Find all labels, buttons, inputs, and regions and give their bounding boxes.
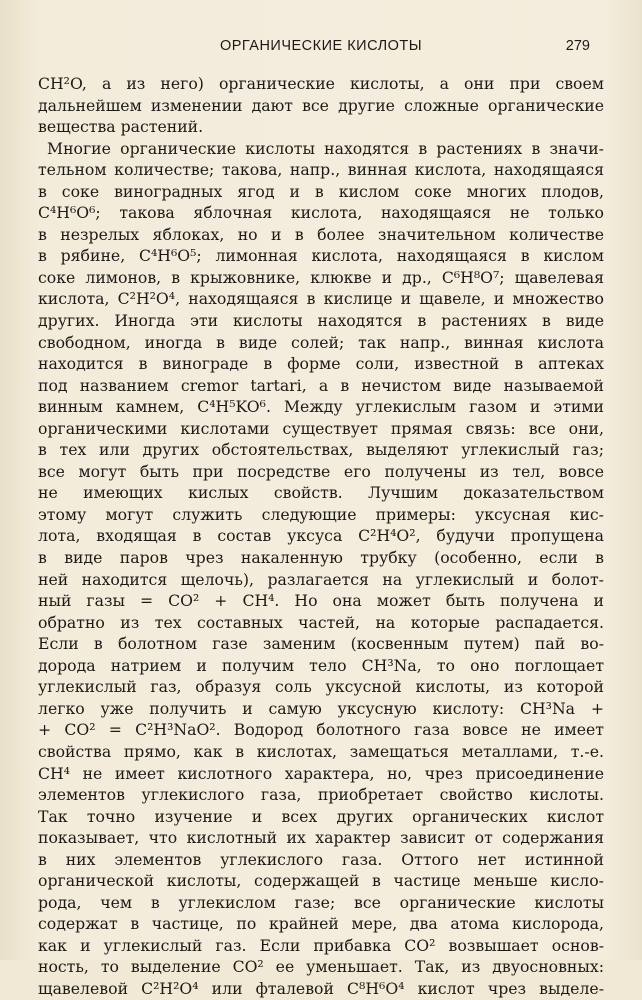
text-line: обратно из тех составных частей, на которые распадается. [38, 612, 604, 632]
text-line: ней находится щелочь), разлагается на углекислый и болот- [38, 569, 604, 589]
text-line: лота, входящая в состав уксуса C²H⁴O², будучи пропущена [38, 526, 604, 546]
text-line: + CO² = C²H³NaO². Водород болотного газа вовсе не имеет [38, 720, 604, 740]
text-line: органической кислоты, содержащей в частице меньше кисло- [38, 871, 604, 891]
text-line: свободном, иногда в виде солей; так напр., винная кислота [38, 332, 604, 352]
text-line: в них элементов углекислого газа. Оттого нет истинной [38, 849, 604, 869]
text-line: углекислый газ, образуя соль уксусной кислоты, из которой [38, 677, 604, 697]
text-line: Многие органические кислоты находятся в растениях в значи- [47, 138, 604, 158]
text-line: не имеющих кислых свойств. Лучшим доказательством [38, 483, 604, 503]
text-line: в соке виноградных ягод и в кислом соке многих плодов, [38, 181, 604, 201]
text-line: показывает, что кислотный их характер зависит от содержания [38, 828, 604, 848]
text-line: в рябине, C⁴H⁶O⁵; лимонная кислота, находящаяся в кислом [38, 246, 604, 266]
text-line: соке лимонов, в крыжовнике, клюкве и др., C⁶H⁸O⁷; щавелевая [38, 267, 604, 287]
text-line: в виде паров чрез накаленную трубку (особенно, если в [38, 548, 604, 568]
text-line: находится в винограде в форме соли, известной в аптеках [38, 354, 604, 374]
text-line: щавелевой C²H²O⁴ или фталевой C⁸H⁶O⁴ кислот чрез выделе- [38, 978, 604, 998]
text-line: в тех или других обстоятельствах, выделяют углекислый газ; [38, 440, 604, 460]
text-line: ность, то выделение CO² ее уменьшает. Так, из двуосновных: [38, 957, 604, 977]
text-line: тельном количестве; такова, напр., винная кислота, находящаяся [38, 160, 604, 180]
text-line: ный газы = CO² + CH⁴. Но она может быть получена и [38, 591, 604, 611]
text-line: винным камнем, C⁴H⁵KO⁶. Между углекислым газом и этими [38, 397, 604, 417]
text-line: органическими кислотами существует прямая связь: все они, [38, 418, 604, 438]
text-line: C⁴H⁶O⁶; такова яблочная кислота, находящаяся не только [38, 203, 604, 223]
text-line: все могут быть при посредстве его получены из тел, вовсе [38, 461, 604, 481]
text-line: Так точно изучение и всех других органических кислот [38, 806, 604, 826]
text-line: легко уже получить и самую уксусную кислоту: CH³Na + [38, 698, 604, 718]
page-header [0, 36, 642, 58]
text-line: этому могут служить следующие примеры: уксусная кис- [38, 504, 604, 524]
text-line: как и углекислый газ. Если прибавка CO² возвышает основ- [38, 935, 604, 955]
text-line: содержат в частице, по крайней мере, два атома кислорода, [38, 914, 604, 934]
text-line: Если в болотном газе заменим (косвенным путем) пай во- [38, 634, 604, 654]
text-line: дальнейшем изменении дают все другие сложные органические [38, 95, 604, 115]
text-line: CH⁴ не имеет кислотного характера, но, чрез присоединение [38, 763, 604, 783]
text-line: кислота, C²H²O⁴, находящаяся в кислице и щавеле, и множество [38, 289, 604, 309]
text-line: вещества растений. [38, 117, 204, 137]
text-line: CH²O, а из него) органические кислоты, а они при своем [38, 74, 604, 93]
text-line: элементов углекислого газа, приобретает свойство кислоты. [38, 785, 604, 805]
text-line: в незрелых яблоках, но и в более значительном количестве [38, 224, 604, 244]
page-number: 279 [565, 38, 590, 54]
text-line: под названием cremor tartari, а в нечистом виде называемой [38, 375, 604, 395]
body-text [38, 73, 604, 1000]
text-line: дорода натрием и получим тело CH³Na, то оно поглощает [38, 655, 604, 675]
text-line: свойства прямо, как в кислотах, замещаться металлами, т.-е. [38, 741, 604, 761]
text-line: других. Иногда эти кислоты находятся в растениях в виде [38, 311, 604, 331]
running-title: ОРГАНИЧЕСКИЕ КИСЛОТЫ [219, 38, 423, 54]
text-line: рода, чем в углекислом газе; все органические кислоты [38, 892, 604, 912]
